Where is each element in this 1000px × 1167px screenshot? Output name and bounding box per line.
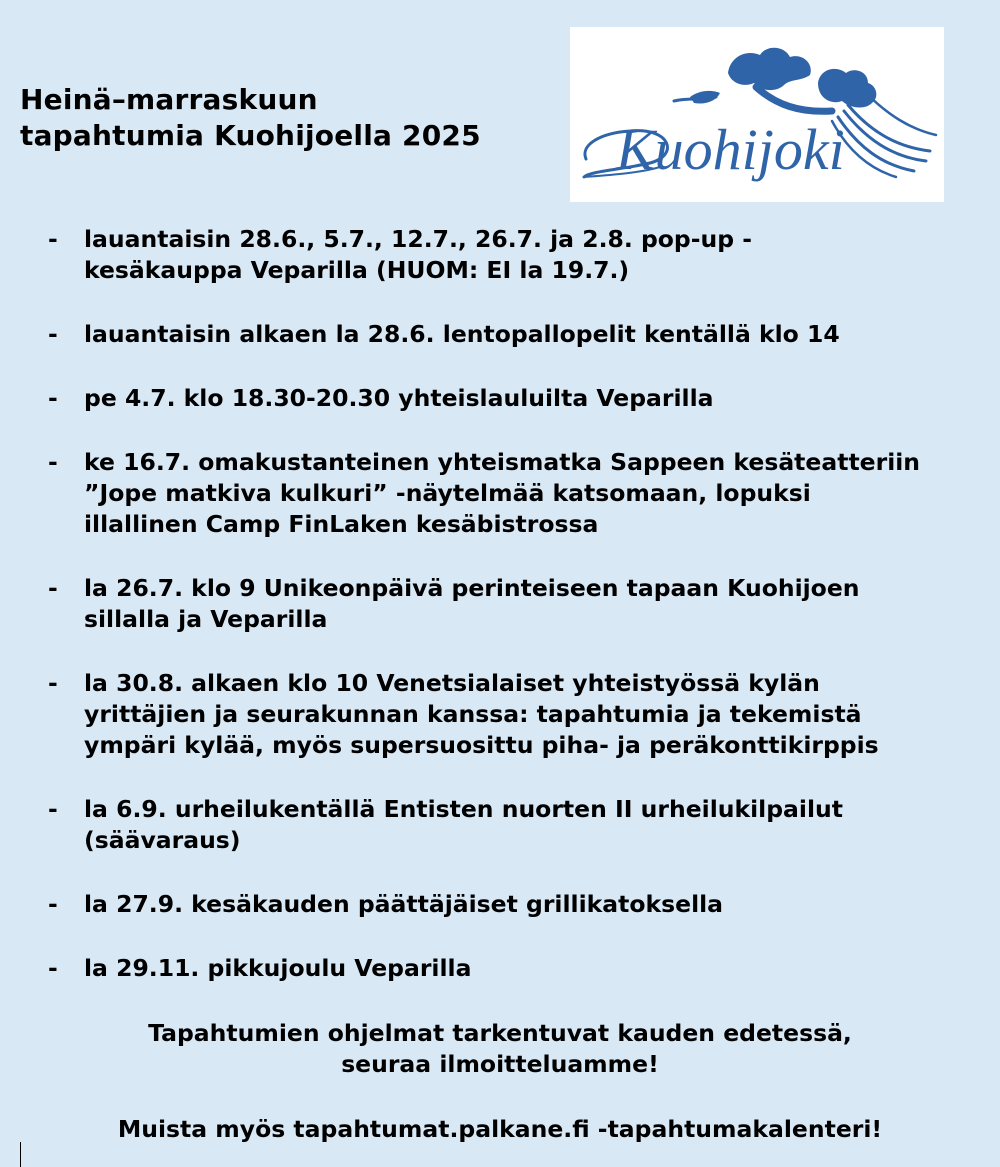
bullet-dash: - [48, 574, 58, 602]
list-item [48, 794, 978, 856]
bullet-dash: - [48, 225, 58, 253]
page-title [20, 82, 481, 154]
list-item [48, 953, 978, 984]
note-line: seuraa ilmoitteluamme! [341, 1050, 659, 1078]
bullet-dash: - [48, 954, 58, 982]
bullet-dash: - [48, 384, 58, 412]
event-text-line: la 27.9. kesäkauden päättäjäiset grillikatoksella [84, 890, 724, 918]
title-line: tapahtumia Kuohijoella 2025 [20, 119, 481, 152]
event-text-line: yrittäjien ja seurakunnan kanssa: tapahtumia ja tekemistä [84, 700, 862, 728]
bullet-dash: - [48, 669, 58, 697]
event-text-line: ympäri kylää, myös supersuosittu piha- ja peräkonttikirppis [84, 731, 879, 759]
event-text-line: la 29.11. pikkujoulu Veparilla [84, 954, 472, 982]
bullet-dash: - [48, 320, 58, 348]
bullet-dash: - [48, 890, 58, 918]
event-text-line: (säävaraus) [84, 826, 241, 854]
event-text-line: illallinen Camp FinLaken kesäbistrossa [84, 510, 599, 538]
event-text-line: la 26.7. klo 9 Unikeonpäivä perinteiseen tapaan Kuohijoen [84, 574, 860, 602]
list-item [48, 224, 978, 286]
event-text-line: lauantaisin alkaen la 28.6. lentopallopelit kentällä klo 14 [84, 320, 840, 348]
list-item [48, 668, 978, 761]
list-item [48, 319, 978, 350]
event-text-line: ”Jope matkiva kulkuri” -näytelmää katsomaan, lopuksi [84, 479, 811, 507]
title-line: Heinä–marraskuun [20, 83, 318, 116]
bullet-dash: - [48, 448, 58, 476]
event-text-line: pe 4.7. klo 18.30-20.30 yhteislauluilta Veparilla [84, 384, 714, 412]
event-text-line: la 30.8. alkaen klo 10 Venetsialaiset yhteistyössä kylän [84, 669, 820, 697]
reminder-line: Muista myös tapahtumat.palkane.fi -tapahtumakalenteri! [117, 1115, 883, 1143]
event-list [48, 224, 978, 1017]
logo-emblem [570, 27, 944, 202]
note-line: Tapahtumien ohjelmat tarkentuvat kauden edetessä, [148, 1019, 852, 1047]
kuohijoki-logo [570, 27, 944, 202]
event-text-line: kesäkauppa Veparilla (HUOM: EI la 19.7.) [84, 256, 630, 284]
list-item [48, 889, 978, 920]
event-text-line: lauantaisin 28.6., 5.7., 12.7., 26.7. ja 2.8. pop-up - [84, 225, 752, 253]
edge-divider [20, 1142, 21, 1167]
list-item [48, 447, 978, 540]
list-item [48, 573, 978, 635]
calendar-reminder [0, 1114, 1000, 1145]
event-text-line: ke 16.7. omakustanteinen yhteismatka Sappeen kesäteatteriin [84, 448, 921, 476]
list-item [48, 383, 978, 414]
event-text-line: la 6.9. urheilukentällä Entisten nuorten II urheilukilpailut [84, 795, 843, 823]
logo-wordmark: Kuohijoki [616, 117, 845, 182]
bullet-dash: - [48, 795, 58, 823]
schedule-note [0, 1018, 1000, 1080]
event-text-line: sillalla ja Veparilla [84, 605, 328, 633]
